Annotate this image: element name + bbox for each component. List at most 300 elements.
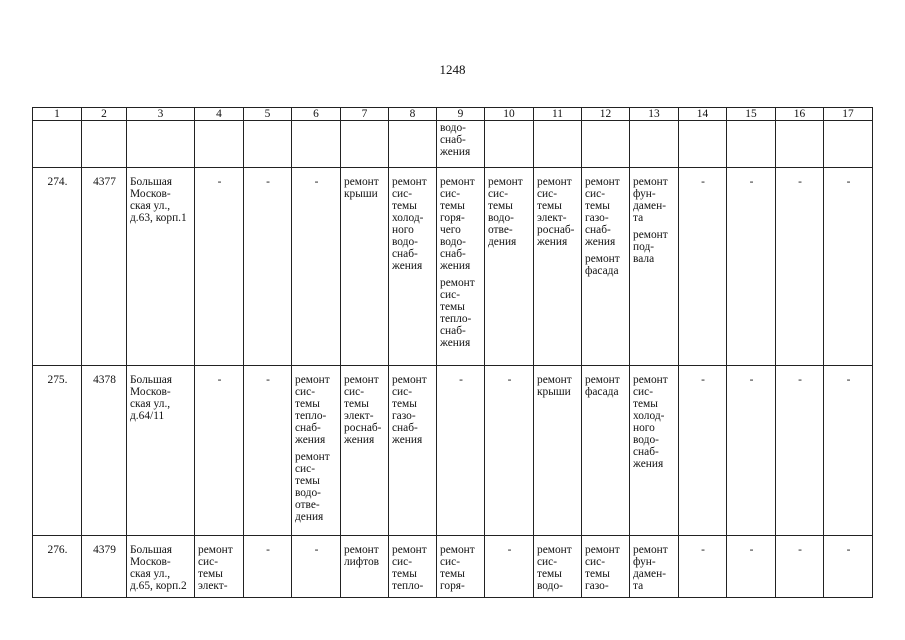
table-cell xyxy=(776,536,824,598)
cell-entry xyxy=(585,544,627,592)
cell-entry xyxy=(36,176,79,188)
cell-line: темы xyxy=(392,398,417,410)
column-number: 4 xyxy=(195,108,244,121)
cell-line: ремонт xyxy=(344,176,379,188)
table-cell xyxy=(437,366,485,536)
cell-entry xyxy=(537,544,579,592)
cell-line: 274. xyxy=(47,176,68,188)
cell-entry xyxy=(827,374,870,386)
column-number: 6 xyxy=(292,108,341,121)
cell-entry xyxy=(130,374,192,422)
cell-line: сис- xyxy=(440,289,461,301)
column-number: 13 xyxy=(630,108,679,121)
table-cell xyxy=(534,168,582,366)
cell-line: д.65, корп.2 xyxy=(130,580,187,592)
cell-line: ремонт xyxy=(344,374,379,386)
cell-entry xyxy=(633,374,676,470)
cell-entry xyxy=(682,544,724,556)
column-number: 10 xyxy=(485,108,534,121)
cell-line: горя- xyxy=(440,212,465,224)
table-row xyxy=(33,536,873,598)
cell-line: снаб- xyxy=(440,248,466,260)
cell-line: жения xyxy=(537,236,568,248)
table-cell xyxy=(630,536,679,598)
cell-line: ремонт xyxy=(585,253,620,265)
cell-entry xyxy=(198,176,241,188)
cell-line: снаб- xyxy=(440,134,466,146)
table-cell xyxy=(292,168,341,366)
cell-line: крыши xyxy=(537,386,571,398)
cell-entry xyxy=(392,544,434,592)
table-cell xyxy=(127,121,195,168)
cell-line: водо- xyxy=(537,580,563,592)
cell-line: - xyxy=(217,374,222,386)
table-cell xyxy=(195,366,244,536)
cell-line: - xyxy=(459,374,463,386)
table-cell xyxy=(485,121,534,168)
cell-line: ремонт xyxy=(537,176,572,188)
cell-line: сис- xyxy=(440,188,461,200)
cell-line: Москов- xyxy=(130,386,171,398)
cell-line: дамен- xyxy=(633,568,667,580)
cell-line: ремонт xyxy=(537,544,572,556)
cell-line: ремонт xyxy=(198,544,233,556)
cell-line: фун- xyxy=(633,188,656,200)
cell-line: - xyxy=(701,176,705,188)
table-cell xyxy=(82,366,127,536)
cell-line: - xyxy=(798,176,802,188)
cell-line: чего xyxy=(440,224,461,236)
table-cell xyxy=(82,121,127,168)
table-row xyxy=(33,168,873,366)
column-number: 3 xyxy=(127,108,195,121)
cell-line: снаб- xyxy=(392,422,418,434)
table-cell xyxy=(776,121,824,168)
cell-line: темы xyxy=(633,398,658,410)
cell-line: жения xyxy=(633,458,664,470)
table-cell xyxy=(127,536,195,598)
cell-entry xyxy=(730,176,773,188)
cell-line: - xyxy=(266,374,270,386)
cell-line: отве- xyxy=(295,499,320,511)
cell-line: сис- xyxy=(488,188,509,200)
cell-entry xyxy=(440,544,482,592)
cell-line: - xyxy=(846,544,851,556)
table-cell xyxy=(679,121,727,168)
cell-line: холод- xyxy=(633,410,665,422)
cell-line: ская ул., xyxy=(130,200,171,212)
cell-line: жения xyxy=(440,146,471,158)
cell-line: снаб- xyxy=(585,224,611,236)
cell-line: темы xyxy=(585,568,610,580)
table-row xyxy=(33,121,873,168)
cell-entry xyxy=(85,374,124,386)
cell-line: водо- xyxy=(440,236,466,248)
cell-line: темы xyxy=(488,200,513,212)
cell-line: 4377 xyxy=(93,176,116,188)
column-number: 12 xyxy=(582,108,630,121)
column-number: 5 xyxy=(244,108,292,121)
cell-line: - xyxy=(507,374,512,386)
cell-line: водо- xyxy=(295,487,321,499)
table-cell xyxy=(244,536,292,598)
table-cell xyxy=(389,121,437,168)
table-cell xyxy=(33,121,82,168)
table-cell xyxy=(244,366,292,536)
cell-line: дения xyxy=(295,511,324,523)
cell-entry xyxy=(488,374,531,386)
table-cell xyxy=(776,366,824,536)
cell-line: - xyxy=(266,544,270,556)
cell-line: фун- xyxy=(633,556,656,568)
cell-line: темы xyxy=(440,200,465,212)
cell-line: темы xyxy=(392,200,417,212)
table-cell xyxy=(824,121,873,168)
cell-line: жения xyxy=(440,260,471,272)
cell-line: жения xyxy=(344,434,375,446)
cell-entry xyxy=(247,544,289,556)
cell-line: сис- xyxy=(537,556,558,568)
table-cell xyxy=(244,121,292,168)
cell-line: водо- xyxy=(633,434,659,446)
column-number: 9 xyxy=(437,108,485,121)
cell-entry xyxy=(344,176,386,200)
table-cell xyxy=(727,536,776,598)
cell-line: ремонт xyxy=(633,374,668,386)
cell-line: сис- xyxy=(585,188,606,200)
table-cell xyxy=(244,168,292,366)
table-cell xyxy=(389,536,437,598)
cell-line: Большая xyxy=(130,176,173,188)
column-number: 16 xyxy=(776,108,824,121)
table-cell xyxy=(727,121,776,168)
table-cell xyxy=(582,168,630,366)
cell-line: темы xyxy=(344,398,369,410)
cell-line: ремонт xyxy=(295,451,330,463)
cell-entry xyxy=(198,544,241,592)
cell-line: холод- xyxy=(392,212,424,224)
cell-line: ремонт xyxy=(633,176,668,188)
cell-line: вала xyxy=(633,253,655,265)
cell-line: ремонт xyxy=(344,544,379,556)
column-number: 2 xyxy=(82,108,127,121)
cell-line: сис- xyxy=(633,386,654,398)
cell-line: газо- xyxy=(585,212,609,224)
cell-line: сис- xyxy=(585,556,606,568)
table-cell xyxy=(292,366,341,536)
table-cell xyxy=(341,536,389,598)
table-cell xyxy=(727,366,776,536)
cell-line: темы xyxy=(198,568,223,580)
cell-line: ремонт xyxy=(488,176,523,188)
table-cell xyxy=(437,168,485,366)
cell-entry xyxy=(827,544,870,556)
table-cell xyxy=(127,168,195,366)
repair-schedule-table xyxy=(32,107,873,598)
cell-line: - xyxy=(266,176,270,188)
cell-line: снаб- xyxy=(633,446,659,458)
cell-line: Москов- xyxy=(130,556,171,568)
cell-line: крыши xyxy=(344,188,378,200)
cell-line: сис- xyxy=(295,463,316,475)
cell-line: дамен- xyxy=(633,200,667,212)
cell-entry xyxy=(779,544,821,556)
table-cell xyxy=(437,121,485,168)
table-cell xyxy=(33,168,82,366)
cell-line: д.63, корп.1 xyxy=(130,212,187,224)
cell-line: темы xyxy=(392,568,417,580)
cell-line: жения xyxy=(585,236,616,248)
table-cell xyxy=(630,168,679,366)
column-number: 7 xyxy=(341,108,389,121)
cell-line: сис- xyxy=(344,386,365,398)
table-cell xyxy=(437,536,485,598)
cell-entry xyxy=(344,544,386,568)
cell-line: ская ул., xyxy=(130,398,171,410)
table-cell xyxy=(824,536,873,598)
cell-line: тепло- xyxy=(392,580,424,592)
cell-line: темы xyxy=(537,568,562,580)
cell-entry xyxy=(85,544,124,556)
cell-line: сис- xyxy=(392,188,413,200)
cell-line: элект- xyxy=(537,212,567,224)
table-cell xyxy=(534,536,582,598)
cell-entry xyxy=(130,544,192,592)
cell-line: горя- xyxy=(440,580,465,592)
cell-entry xyxy=(36,544,79,556)
cell-line: газо- xyxy=(585,580,609,592)
cell-line: 275. xyxy=(47,374,68,386)
cell-entry xyxy=(295,544,338,556)
table-cell xyxy=(33,366,82,536)
table-cell xyxy=(485,168,534,366)
cell-line: сис- xyxy=(537,188,558,200)
cell-line: снаб- xyxy=(392,248,418,260)
cell-entry xyxy=(295,451,338,523)
table-cell xyxy=(485,366,534,536)
cell-entry xyxy=(633,176,676,224)
table-cell xyxy=(824,366,873,536)
cell-entry xyxy=(633,229,676,265)
cell-line: ремонт xyxy=(392,374,427,386)
cell-line: ремонт xyxy=(585,374,620,386)
cell-line: - xyxy=(749,374,754,386)
cell-entry xyxy=(779,374,821,386)
cell-line: - xyxy=(798,544,802,556)
cell-line: роснаб- xyxy=(344,422,382,434)
table-cell xyxy=(195,168,244,366)
cell-line: ремонт xyxy=(633,229,668,241)
cell-entry xyxy=(779,176,821,188)
cell-line: жения xyxy=(392,434,423,446)
cell-line: та xyxy=(633,212,644,224)
cell-line: темы xyxy=(537,200,562,212)
column-number: 17 xyxy=(824,108,873,121)
cell-line: дения xyxy=(488,236,517,248)
cell-line: - xyxy=(701,374,705,386)
cell-line: элект- xyxy=(198,580,228,592)
cell-line: снаб- xyxy=(295,422,321,434)
cell-line: тепло- xyxy=(295,410,327,422)
table-cell xyxy=(727,168,776,366)
cell-line: отве- xyxy=(488,224,513,236)
cell-entry xyxy=(392,374,434,446)
cell-line: сис- xyxy=(440,556,461,568)
cell-line: - xyxy=(798,374,802,386)
cell-line: Большая xyxy=(130,374,173,386)
table-cell xyxy=(679,366,727,536)
table-cell xyxy=(389,366,437,536)
cell-line: сис- xyxy=(295,386,316,398)
cell-entry xyxy=(295,176,338,188)
table-cell xyxy=(341,121,389,168)
cell-entry xyxy=(247,176,289,188)
cell-entry xyxy=(633,544,676,592)
table-cell xyxy=(33,536,82,598)
cell-line: ремонт xyxy=(440,277,475,289)
cell-entry xyxy=(682,176,724,188)
table-cell xyxy=(82,168,127,366)
cell-entry xyxy=(392,176,434,272)
cell-line: ская ул., xyxy=(130,568,171,580)
table-cell xyxy=(679,536,727,598)
table-cell xyxy=(824,168,873,366)
cell-line: Москов- xyxy=(130,188,171,200)
column-number: 8 xyxy=(389,108,437,121)
cell-line: ремонт xyxy=(440,544,475,556)
cell-line: ремонт xyxy=(392,544,427,556)
cell-line: - xyxy=(701,544,705,556)
cell-line: фасада xyxy=(585,386,619,398)
cell-entry xyxy=(827,176,870,188)
cell-line: водо- xyxy=(488,212,514,224)
table-cell xyxy=(679,168,727,366)
cell-entry xyxy=(440,277,482,349)
column-number-row xyxy=(33,108,873,121)
cell-line: ремонт xyxy=(633,544,668,556)
cell-line: жения xyxy=(295,434,326,446)
cell-entry xyxy=(295,374,338,446)
table-cell xyxy=(195,121,244,168)
cell-entry xyxy=(344,374,386,446)
column-number: 11 xyxy=(534,108,582,121)
cell-line: элект- xyxy=(344,410,374,422)
cell-line: снаб- xyxy=(440,325,466,337)
cell-line: водо- xyxy=(440,122,466,134)
cell-line: темы xyxy=(585,200,610,212)
table-cell xyxy=(292,536,341,598)
table-cell xyxy=(485,536,534,598)
cell-line: роснаб- xyxy=(537,224,575,236)
cell-line: д.64/11 xyxy=(130,410,165,422)
cell-entry xyxy=(488,176,531,248)
cell-line: сис- xyxy=(198,556,219,568)
cell-line: - xyxy=(846,176,851,188)
table-cell xyxy=(630,366,679,536)
cell-entry xyxy=(36,374,79,386)
cell-entry xyxy=(440,374,482,386)
cell-entry xyxy=(585,176,627,248)
table-row xyxy=(33,366,873,536)
cell-entry xyxy=(440,122,482,158)
cell-entry xyxy=(730,544,773,556)
cell-line: та xyxy=(633,580,644,592)
column-number: 1 xyxy=(33,108,82,121)
table-cell xyxy=(341,366,389,536)
table-cell xyxy=(195,536,244,598)
cell-entry xyxy=(585,253,627,277)
table-cell xyxy=(582,536,630,598)
cell-line: - xyxy=(749,544,754,556)
cell-line: ремонт xyxy=(585,176,620,188)
cell-entry xyxy=(730,374,773,386)
cell-entry xyxy=(198,374,241,386)
cell-entry xyxy=(537,374,579,398)
cell-line: сис- xyxy=(392,556,413,568)
table-cell xyxy=(82,536,127,598)
column-number: 15 xyxy=(727,108,776,121)
cell-line: - xyxy=(314,176,319,188)
cell-line: темы xyxy=(440,301,465,313)
cell-entry xyxy=(440,176,482,272)
table-cell xyxy=(534,121,582,168)
page-number: 1248 xyxy=(439,62,466,77)
cell-entry xyxy=(247,374,289,386)
cell-line: - xyxy=(507,544,512,556)
cell-entry xyxy=(130,176,192,224)
table-cell xyxy=(127,366,195,536)
cell-line: темы xyxy=(295,475,320,487)
column-number: 14 xyxy=(679,108,727,121)
cell-line: - xyxy=(314,544,319,556)
cell-line: темы xyxy=(295,398,320,410)
cell-entry xyxy=(537,176,579,248)
cell-line: сис- xyxy=(392,386,413,398)
cell-line: ремонт xyxy=(585,544,620,556)
cell-entry xyxy=(682,374,724,386)
cell-line: водо- xyxy=(392,236,418,248)
cell-entry xyxy=(85,176,124,188)
cell-line: темы xyxy=(440,568,465,580)
cell-line: - xyxy=(217,176,222,188)
table-cell xyxy=(534,366,582,536)
table-cell xyxy=(341,168,389,366)
table-cell xyxy=(630,121,679,168)
table-cell xyxy=(776,168,824,366)
cell-line: лифтов xyxy=(344,556,380,568)
cell-line: ного xyxy=(633,422,655,434)
cell-line: ремонт xyxy=(392,176,427,188)
cell-line: 4378 xyxy=(93,374,116,386)
cell-entry xyxy=(488,544,531,556)
table-cell xyxy=(582,366,630,536)
cell-line: газо- xyxy=(392,410,416,422)
table-cell xyxy=(389,168,437,366)
table-cell xyxy=(292,121,341,168)
table-cell xyxy=(582,121,630,168)
cell-line: фасада xyxy=(585,265,619,277)
cell-line: - xyxy=(749,176,754,188)
cell-line: тепло- xyxy=(440,313,472,325)
cell-line: 276. xyxy=(47,544,68,556)
cell-line: жения xyxy=(440,337,471,349)
cell-line: ремонт xyxy=(537,374,572,386)
cell-line: - xyxy=(846,374,851,386)
cell-line: ремонт xyxy=(440,176,475,188)
cell-line: ремонт xyxy=(295,374,330,386)
cell-line: жения xyxy=(392,260,423,272)
cell-line: 4379 xyxy=(93,544,116,556)
